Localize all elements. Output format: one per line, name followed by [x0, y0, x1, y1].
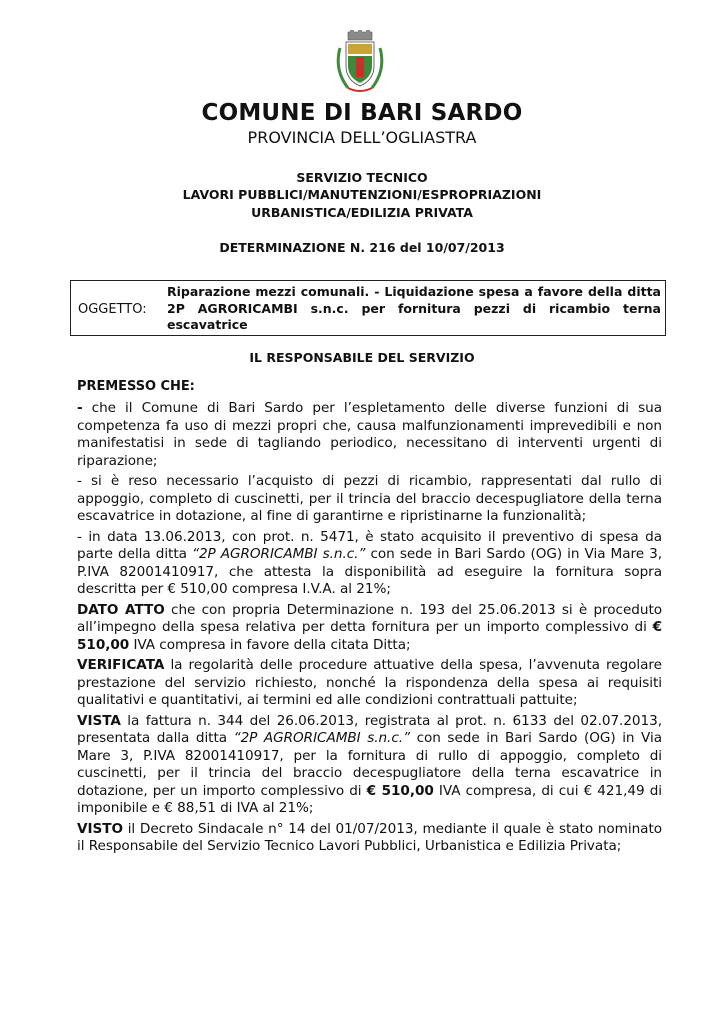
document-body	[77, 400, 662, 859]
determination-number: DETERMINAZIONE N. 216 del 10/07/2013	[219, 240, 505, 255]
paragraph-3-firm: “2P AGRORICAMBI s.n.c.”	[191, 546, 366, 562]
paragraph-6-lead: VISTA	[77, 712, 121, 729]
paragraph-3-text-b: con sede in Bari Sardo (OG) in Via Mare 3, P.IVA 82001410917, che attesta la disponibilità ad eseguire la fornitura sopra descritta per € 510,00 compresa I.V.A. al 21%;	[77, 546, 662, 597]
paragraph-7-text: il Decreto Sindacale n° 14 del 01/07/2013, mediante il quale è stato nominato il Responsabile del Servizio Tecnico Lavori Pubblici, Urbanistica e Edilizia Privata;	[77, 820, 662, 854]
subject-text: Riparazione mezzi comunali. - Liquidazione spesa a favore della ditta 2P AGRORICAMBI s.n.c. per fornitura pezzi di ricambio terna escavatrice	[167, 284, 661, 332]
paragraph-4-text-b: IVA compresa in favore della citata Ditta;	[129, 636, 411, 653]
paragraph-5	[77, 657, 662, 710]
service-line-2: LAVORI PUBBLICI/MANUTENZIONI/ESPROPRIAZIONI	[182, 187, 542, 202]
province-subtitle: PROVINCIA DELL’OGLIASTRA	[247, 128, 477, 147]
paragraph-7	[77, 821, 662, 856]
paragraph-6-firm: “2P AGRORICAMBI s.n.c.”	[233, 730, 411, 746]
paragraph-6-text-c: IVA compresa, di cui € 421,49 di imponibile e € 88,51 di IVA al 21%;	[77, 782, 663, 816]
paragraph-4-text-a: che con propria Determinazione n. 193 del 25.06.2013 si è proceduto all’impegno della spesa relativa per detta fornitura per un importo complessivo di	[77, 601, 662, 635]
paragraph-6-text-a: la fattura n. 344 del 26.06.2013, registrata al prot. n. 6133 del 02.07.2013, presentata dalla ditta	[77, 712, 662, 746]
paragraph-3	[77, 529, 662, 599]
responsible-heading: IL RESPONSABILE DEL SERVIZIO	[249, 350, 475, 365]
coat-of-arms-icon	[334, 30, 386, 94]
paragraph-4-lead: DATO ATTO	[77, 601, 165, 618]
paragraph-4	[77, 602, 662, 655]
subject-label: OGGETTO:	[78, 302, 147, 317]
paragraph-6-text-b: con sede in Bari Sardo (OG) in Via Mare 3, P.IVA 82001410917, per la fornitura di rullo di appoggio, completo di cuscinetti, per il trincia del braccio decespugliatore della terna escavatrice in dotazione, per un importo complessivo di	[77, 730, 663, 799]
subject-box	[70, 280, 666, 336]
paragraph-5-lead: VERIFICATA	[77, 657, 165, 673]
paragraph-6-amount: € 510,00	[366, 782, 434, 799]
paragraph-1-text: che il Comune di Bari Sardo per l’espletamento delle diverse funzioni di sua competenza fa uso di mezzi propri che, causa malfunzionamenti imprevedibili e non manifestatisi in sede di tagliando periodico, necessitano di interventi urgenti di riparazione;	[77, 400, 662, 469]
paragraph-1	[77, 400, 662, 470]
paragraph-2: - si è reso necessario l’acquisto di pezzi di ricambio, rappresentati dal rullo di appoggio, completo di cuscinetti, per il trincia del braccio decespugliatore della terna escavatrice in dotazione, al fine di garantirne e ripristinarne la funzionalità;	[77, 473, 662, 524]
paragraph-3-text-a: - in data 13.06.2013, con prot. n. 5471, è stato acquisito il preventivo di spesa da parte della ditta	[77, 528, 662, 562]
paragraph-5-text: la regolarità delle procedure attuative della spesa, l’avvenuta regolare prestazione del servizio richiesto, nonché la rispondenza della spesa ai requisiti qualitativi e quantitativi, ai termini ed alle condizioni contrattuali pattuite;	[77, 657, 662, 708]
service-line-1: SERVIZIO TECNICO	[296, 170, 428, 185]
paragraph-7-lead: VISTO	[77, 820, 123, 837]
paragraph-1-dash: -	[77, 400, 83, 416]
paragraph-4-amount: € 510,00	[77, 619, 662, 653]
municipality-title: COMUNE DI BARI SARDO	[201, 100, 523, 126]
premesso-heading: PREMESSO CHE:	[77, 379, 195, 394]
paragraph-6	[77, 713, 662, 818]
service-line-3: URBANISTICA/EDILIZIA PRIVATA	[251, 205, 473, 220]
